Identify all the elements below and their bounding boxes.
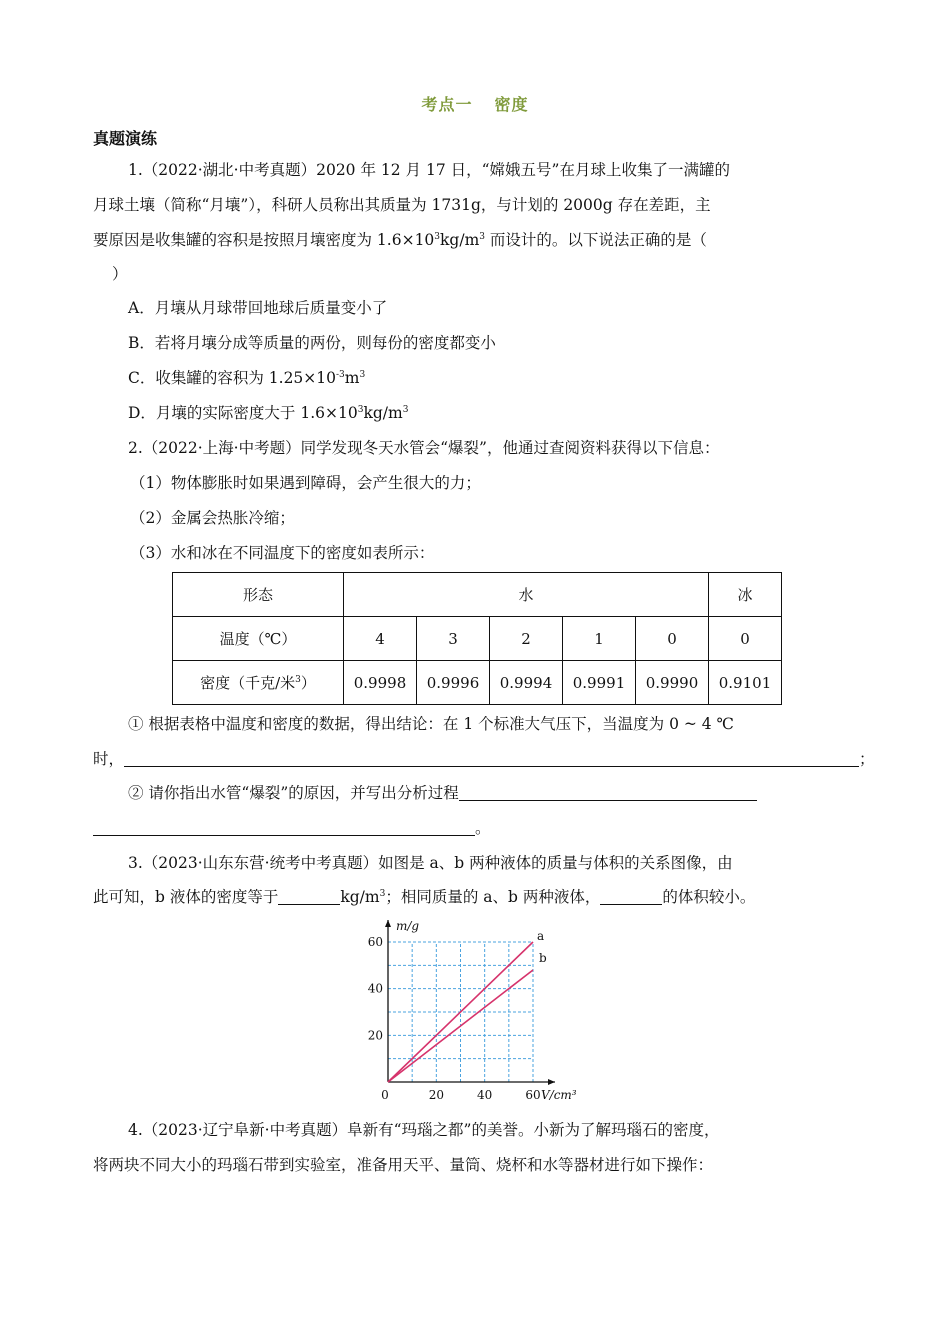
density-cell: 0.9998 <box>344 661 417 705</box>
temp-cell: 0 <box>636 617 709 661</box>
q1-option-a: A．月壤从月球带回地球后质量变小了 <box>128 299 388 317</box>
q1-line4: ） <box>112 265 128 283</box>
density-cell: 0.9991 <box>563 661 636 705</box>
title-part1: 考点一 <box>421 95 473 114</box>
temp-cell: 0 <box>709 617 782 661</box>
temp-cell: 2 <box>490 617 563 661</box>
q1-option-b: B．若将月壤分成等质量的两份，则每份的密度都变小 <box>128 334 496 352</box>
q1-line3: 要原因是收集罐的容积是按照月壤密度为 $1.6\times 10^3kg/m^3$ 而设计的。以下说法正确的是（ <box>93 231 707 249</box>
density-table <box>172 572 782 705</box>
th-ice: 冰 <box>709 573 782 617</box>
th-form: 形态 <box>173 573 344 617</box>
page-title <box>0 92 950 115</box>
temp-cell: 4 <box>344 617 417 661</box>
answer-blank[interactable] <box>278 888 340 905</box>
density-cell: 0.9101 <box>709 661 782 705</box>
title-part2: 密度 <box>494 95 529 114</box>
mass-volume-chart <box>355 905 595 1110</box>
x-tick-label: 40 <box>477 1088 493 1102</box>
x-tick-label: 60 <box>525 1088 541 1102</box>
q3-line1: 3.（2023·山东东营·统考中考真题）如图是 a、b 两种液体的质量与体积的关系图像，由 <box>128 854 733 872</box>
th-water: 水 <box>344 573 709 617</box>
q2-sub2: ② 请你指出水管“爆裂”的原因，并写出分析过程 <box>128 781 898 803</box>
row-density-label: 密度（千克/米$^3$） <box>173 661 344 705</box>
density-cell: 0.9996 <box>417 661 490 705</box>
q2-info3: （3）水和冰在不同温度下的密度如表所示： <box>130 544 435 562</box>
density-cell: 0.9990 <box>636 661 709 705</box>
y-tick-label: 20 <box>367 1028 383 1043</box>
y-axis-label: m/g <box>396 919 420 933</box>
q4-line1: 4.（2023·辽宁阜新·中考真题）阜新有“玛瑙之都”的美誉。小新为了解玛瑙石的密度， <box>128 1121 720 1139</box>
q2-sub1: ① 根据表格中温度和密度的数据，得出结论：在 1 个标准大气压下，当温度为 0 ~ 4 ℃ <box>128 715 734 733</box>
q2-info2: （2）金属会热胀冷缩； <box>130 509 295 527</box>
temp-cell: 3 <box>417 617 490 661</box>
y-tick-label: 60 <box>367 935 383 949</box>
q3-line2: 此可知，b 液体的密度等于 $kg/m^3$；相同质量的 a、b 两种液体， 的体积较小。 <box>93 888 756 906</box>
density-cell: 0.9994 <box>490 661 563 705</box>
chart-labels <box>368 919 577 1102</box>
x-tick-label: 0 <box>381 1088 389 1102</box>
q4-line2: 将两块不同大小的玛瑙石带到实验室，准备用天平、量筒、烧杯和水等器材进行如下操作： <box>93 1156 714 1174</box>
answer-blank[interactable] <box>124 750 859 767</box>
q1-line2: 月球土壤（简称“月壤”），科研人员称出其质量为 1731g，与计划的 2000g 存在差距，主 <box>93 196 711 214</box>
y-axis-arrow <box>385 920 391 927</box>
series-label-b: b <box>539 951 547 965</box>
q2-sub1-answer-line: 时， ； <box>93 750 875 768</box>
q1-option-d: D．月壤的实际密度大于 $1.6\times 10^3kg/m^3$ <box>128 404 409 422</box>
temp-cell: 1 <box>563 617 636 661</box>
section-heading: 真题演练 <box>93 129 158 148</box>
q2-info1: （1）物体膨胀时如果遇到障碍，会产生很大的力； <box>130 474 481 492</box>
q1-line1: 1.（2022·湖北·中考真题）2020 年 12 月 17 日，“嫦娥五号”在月球上收集了一满罐的 <box>128 161 730 179</box>
answer-blank[interactable] <box>459 784 757 801</box>
series-label-a: a <box>537 929 545 943</box>
answer-blank[interactable] <box>600 888 662 905</box>
q2-sub2-answer-line: 。 <box>93 816 863 838</box>
q2-line1: 2.（2022·上海·中考题）同学发现冬天水管会“爆裂”，他通过查阅资料获得以下信息： <box>128 439 720 457</box>
row-temp-label: 温度（℃） <box>173 617 344 661</box>
y-tick-label: 40 <box>367 981 383 996</box>
x-axis-label: V/cm³ <box>541 1088 577 1102</box>
q1-option-c: C．收集罐的容积为 $1.25\times 10^{-3}m^3$ <box>128 369 366 387</box>
x-tick-label: 20 <box>428 1088 444 1102</box>
answer-blank[interactable] <box>93 819 475 836</box>
x-axis-arrow <box>548 1079 555 1085</box>
